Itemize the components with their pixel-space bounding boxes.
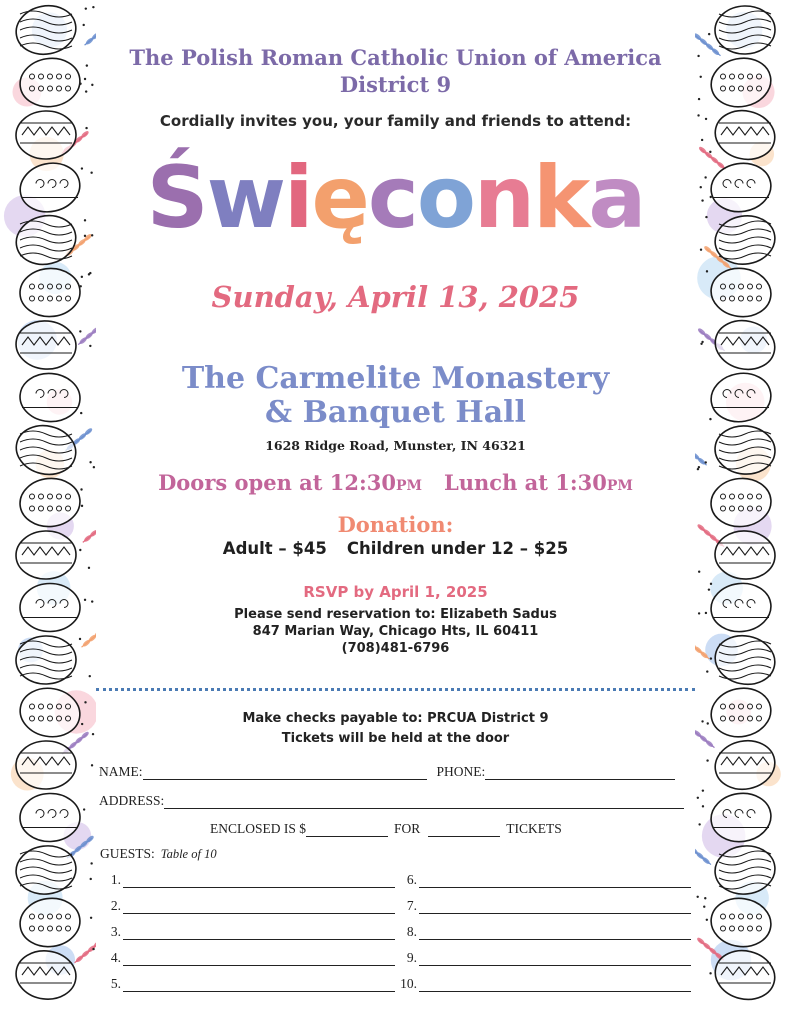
speckle	[703, 906, 705, 908]
speckle	[89, 461, 91, 463]
enclosed-row: ENCLOSED IS $ FOR TICKETS	[210, 821, 562, 836]
guest-name-field[interactable]	[419, 978, 691, 992]
speckle	[83, 808, 85, 810]
easter-egg	[11, 420, 81, 481]
speckle	[705, 461, 707, 463]
speckle	[91, 234, 93, 236]
speckle	[710, 583, 712, 585]
guest-row	[99, 872, 395, 888]
speckle	[697, 797, 699, 799]
speckle	[705, 216, 707, 218]
easter-egg	[707, 683, 775, 742]
leaf-sprig	[78, 322, 96, 345]
speckle	[92, 6, 94, 8]
easter-egg	[15, 530, 77, 580]
speckle	[84, 701, 86, 703]
venue-address: 1628 Ridge Road, Munster, IN 46321	[265, 438, 526, 453]
easter-egg	[15, 110, 76, 160]
speckle	[89, 675, 91, 677]
speckle	[698, 823, 700, 825]
guest-name-field[interactable]	[123, 874, 395, 888]
speckle	[709, 972, 711, 974]
title-letter: i	[284, 148, 312, 248]
speckle	[79, 638, 81, 640]
speckle	[81, 505, 83, 507]
guest-number: 5.	[110, 976, 121, 991]
easter-egg	[710, 315, 779, 375]
speckle	[90, 878, 92, 880]
address-row	[99, 793, 684, 809]
speckle	[79, 83, 81, 85]
name-field[interactable]	[143, 766, 427, 780]
guest-row	[395, 872, 691, 888]
speckle	[80, 285, 82, 287]
event-date: Sunday, April 13, 2025	[211, 280, 580, 314]
guest-name-field[interactable]	[419, 900, 691, 914]
speckle	[700, 343, 702, 345]
speckle	[700, 186, 702, 188]
guest-name-field[interactable]	[123, 978, 395, 992]
speckle	[88, 273, 90, 275]
guest-number: 7.	[406, 898, 417, 913]
payment-instructions: Make checks payable to: PRCUA District 9 Tickets will be held at the door	[242, 711, 549, 746]
speckle	[698, 612, 700, 614]
guest-number: 1.	[110, 872, 121, 887]
speckle	[90, 917, 92, 919]
speckle	[91, 84, 93, 86]
speckle	[91, 600, 93, 602]
guest-number: 6.	[406, 872, 417, 887]
speckle	[706, 270, 708, 272]
speckle	[85, 127, 87, 129]
easter-egg	[20, 583, 80, 631]
title-letter: a	[588, 148, 645, 248]
speckle	[84, 78, 86, 80]
easter-egg	[19, 267, 81, 318]
speckle	[709, 151, 711, 153]
address-field[interactable]	[164, 795, 684, 809]
name-label: NAME:	[99, 764, 143, 779]
speckle	[697, 114, 699, 116]
speckle	[85, 7, 87, 9]
speckle	[84, 219, 86, 221]
name-row	[99, 764, 675, 780]
speckle	[705, 118, 707, 120]
rsvp-deadline: RSVP by April 1, 2025	[303, 583, 488, 601]
speckle	[710, 657, 712, 659]
speckle	[89, 345, 91, 347]
speckle	[81, 167, 83, 169]
leaf-sprig	[85, 22, 96, 45]
guest-name-field[interactable]	[123, 926, 395, 940]
speckle	[707, 722, 709, 724]
guest-number: 9.	[406, 950, 417, 965]
easter-egg	[19, 793, 80, 843]
ticket-count-field[interactable]	[428, 823, 500, 837]
leaf-sprig	[82, 624, 96, 647]
speckle	[708, 33, 710, 35]
speckle	[701, 720, 703, 722]
speckle	[80, 412, 82, 414]
easter-egg	[714, 5, 775, 55]
easter-egg	[18, 371, 82, 423]
speckle	[700, 249, 702, 251]
speckle	[88, 567, 90, 569]
speckle	[706, 759, 708, 761]
guests-label: GUESTS: Table of 10	[100, 846, 217, 861]
speckle	[698, 466, 700, 468]
easter-egg	[12, 1, 80, 59]
guest-name-field[interactable]	[419, 952, 691, 966]
speckle	[93, 466, 95, 468]
event-title	[96, 150, 695, 246]
easter-egg	[17, 895, 83, 951]
speckle	[81, 276, 83, 278]
speckle	[701, 199, 703, 201]
title-letter: c	[367, 148, 417, 248]
speckle	[700, 76, 702, 78]
title-letter: Ś	[146, 148, 207, 248]
event-times: Doors open at 12:30PM Lunch at 1:30PM	[158, 470, 633, 495]
leaf-sprig	[75, 940, 96, 963]
speckle	[706, 919, 708, 921]
speckle	[709, 418, 711, 420]
speckle	[90, 862, 92, 864]
donation-prices	[96, 539, 695, 558]
right-egg-border	[695, 0, 791, 1024]
venue-name: The Carmelite Monastery & Banquet Hall	[181, 361, 610, 430]
phone-field[interactable]	[485, 766, 675, 780]
speckle	[90, 172, 92, 174]
guest-row	[395, 976, 691, 992]
title-letter: o	[416, 148, 474, 248]
easter-egg	[15, 635, 77, 685]
speckle	[83, 24, 85, 26]
organization-name: The Polish Roman Catholic Union of America District 9	[129, 45, 662, 97]
speckle	[86, 64, 88, 66]
leaf-sprig	[699, 146, 726, 169]
lunch-time: Lunch at 1:30	[444, 470, 607, 495]
easter-egg	[13, 842, 78, 897]
guest-row	[99, 898, 395, 914]
guest-name-field[interactable]	[123, 900, 395, 914]
guest-row	[99, 976, 395, 992]
left-egg-border	[0, 0, 96, 1024]
speckle	[705, 612, 707, 614]
title-letter: w	[206, 148, 285, 248]
speckle	[84, 599, 86, 601]
speckle	[706, 670, 708, 672]
cut-line	[96, 688, 695, 691]
easter-egg	[15, 740, 76, 790]
guest-number: 8.	[406, 924, 417, 939]
contact-phone: (708)481-6796	[341, 641, 450, 656]
title-letter: ę	[311, 148, 368, 248]
speckle	[710, 196, 712, 198]
guest-number: 10.	[400, 976, 417, 991]
invitation-text: Cordially invites you, your family and friends to attend:	[159, 112, 632, 130]
address-label: ADDRESS:	[99, 793, 165, 808]
easter-egg	[707, 369, 774, 427]
reservation-contact: Please send reservation to: Elizabeth Sadus 847 Marian Way, Chicago Hts, IL 60411 (708)481-6796	[96, 606, 695, 657]
speckle	[698, 570, 700, 572]
guest-name-field[interactable]	[419, 926, 691, 940]
donation-title: Donation:	[337, 512, 454, 537]
guest-number: 3.	[110, 924, 121, 939]
leaf-sprig	[695, 725, 714, 748]
speckle	[696, 896, 698, 898]
speckle	[81, 723, 83, 725]
phone-label: PHONE:	[436, 764, 486, 779]
speckle	[697, 55, 699, 57]
speckle	[702, 805, 704, 807]
guest-number: 4.	[110, 950, 121, 965]
payee: PRCUA District 9	[427, 711, 549, 726]
leaf-sprig	[83, 520, 96, 543]
guest-row	[99, 950, 395, 966]
speckle	[704, 176, 706, 178]
speckle	[704, 897, 706, 899]
children-price: Children under 12 – $25	[346, 539, 569, 558]
doors-open-time: Doors open at 12:30	[158, 470, 396, 495]
adult-price: Adult – $45	[222, 539, 327, 558]
speckle	[79, 549, 81, 551]
speckle	[79, 330, 81, 332]
title-letter: k	[533, 148, 589, 248]
speckle	[701, 139, 703, 141]
speckle	[92, 948, 94, 950]
guest-name-field[interactable]	[419, 874, 691, 888]
speckle	[698, 98, 700, 100]
guest-row	[99, 924, 395, 940]
speckle	[84, 235, 86, 237]
guest-row	[395, 950, 691, 966]
speckle	[91, 764, 93, 766]
speckle	[85, 90, 87, 92]
guest-number: 2.	[110, 898, 121, 913]
speckle	[702, 789, 704, 791]
title-letter: n	[473, 148, 534, 248]
guest-row	[395, 898, 691, 914]
amount-field[interactable]	[306, 823, 388, 837]
speckle	[80, 488, 82, 490]
table-size: Table of 10	[160, 847, 217, 861]
guest-name-field[interactable]	[123, 952, 395, 966]
guest-row	[395, 924, 691, 940]
speckle	[92, 733, 94, 735]
speckle	[708, 588, 710, 590]
